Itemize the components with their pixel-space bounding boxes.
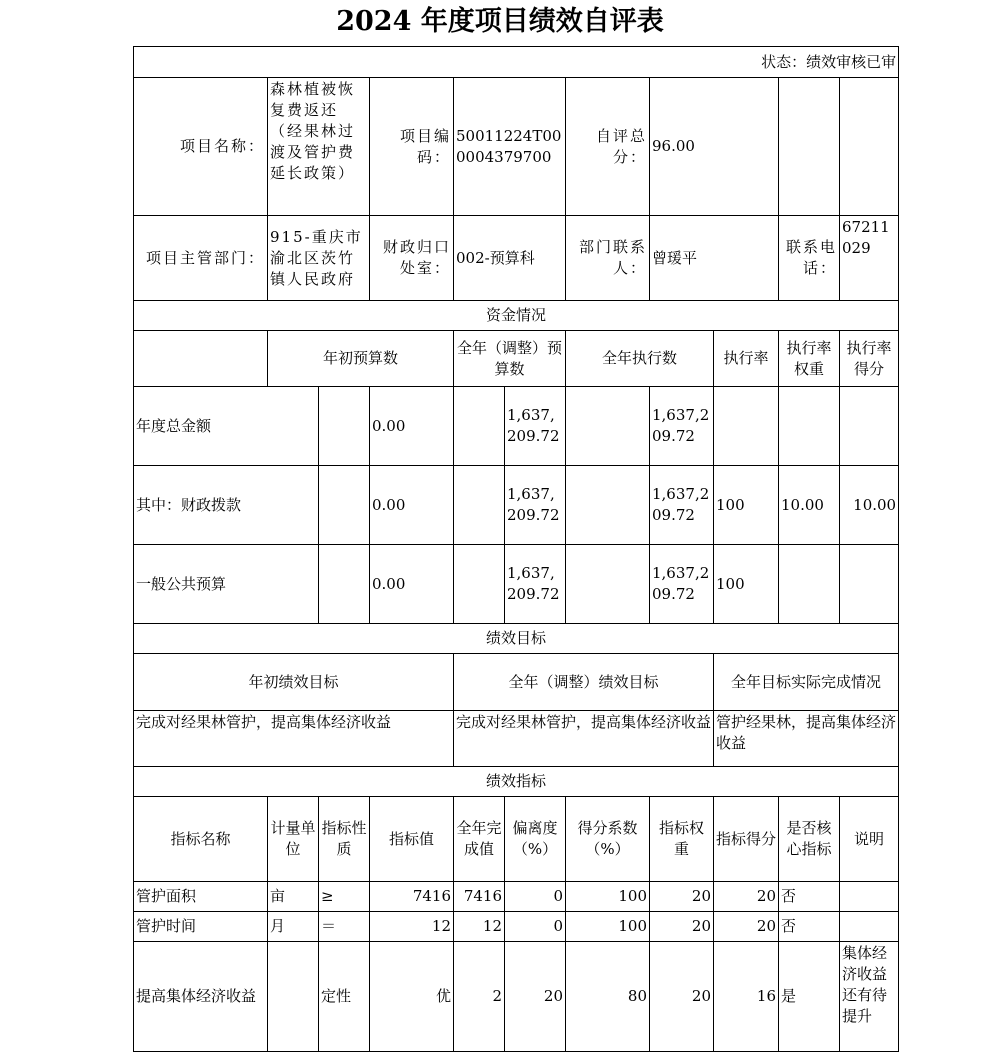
funds-row [134, 466, 899, 545]
indicator-score: 20 [714, 882, 779, 912]
department-row [134, 216, 899, 301]
funds-row-adjusted: 1,637,209.72 [505, 466, 566, 545]
funds-row-initial: 0.00 [370, 545, 454, 624]
funds-row [134, 545, 899, 624]
empty-cell [319, 466, 370, 545]
indicator-unit: 月 [268, 912, 319, 942]
empty-cell [779, 78, 840, 216]
indicator-weight: 20 [650, 882, 714, 912]
finance-office-value: 002-预算科 [454, 216, 566, 301]
project-name-row [134, 78, 899, 216]
funds-header-adjusted: 全年（调整）预算数 [454, 331, 566, 387]
goals-header-actual: 全年目标实际完成情况 [714, 654, 899, 711]
finance-office-label: 财政归口处室： [370, 216, 454, 301]
empty-cell [840, 78, 899, 216]
indicator-row [134, 942, 899, 1052]
goals-section-title: 绩效目标 [134, 624, 899, 654]
goals-header-row [134, 654, 899, 711]
indicator-header-note: 说明 [840, 797, 899, 882]
indicator-target: 7416 [370, 882, 454, 912]
empty-cell [566, 466, 650, 545]
goals-header-adjusted: 全年（调整）绩效目标 [454, 654, 714, 711]
indicator-header-name: 指标名称 [134, 797, 268, 882]
page-title: 2024 年度项目绩效自评表 [336, 6, 664, 37]
funds-row-label: 其中：财政拨款 [134, 466, 319, 545]
indicator-core: 否 [779, 882, 840, 912]
funds-row-rate [714, 387, 779, 466]
funds-row-label: 一般公共预算 [134, 545, 319, 624]
funds-header-row [134, 331, 899, 387]
funds-row-score [840, 387, 899, 466]
indicator-core: 是 [779, 942, 840, 1052]
goals-header-initial: 年初绩效目标 [134, 654, 454, 711]
funds-row-weight [779, 545, 840, 624]
funds-row-weight: 10.00 [779, 466, 840, 545]
indicator-coef: 100 [566, 912, 650, 942]
indicator-actual: 12 [454, 912, 505, 942]
phone-label: 联系电话： [779, 216, 840, 301]
indicator-target: 优 [370, 942, 454, 1052]
empty-cell [134, 331, 268, 387]
indicator-score: 16 [714, 942, 779, 1052]
indicators-section-title: 绩效指标 [134, 767, 899, 797]
indicators-header-row [134, 797, 899, 882]
funds-row-adjusted: 1,637,209.72 [505, 545, 566, 624]
indicator-row [134, 912, 899, 942]
indicator-note [840, 912, 899, 942]
indicator-header-actual: 全年完成值 [454, 797, 505, 882]
funds-header-initial: 年初预算数 [268, 331, 454, 387]
empty-cell [566, 387, 650, 466]
funds-row-weight [779, 387, 840, 466]
self-score-label: 自评总分： [566, 78, 650, 216]
empty-cell [454, 387, 505, 466]
empty-cell [566, 545, 650, 624]
indicator-core: 否 [779, 912, 840, 942]
funds-row-initial: 0.00 [370, 466, 454, 545]
department-label: 项目主管部门： [134, 216, 268, 301]
indicator-row [134, 882, 899, 912]
project-code-label: 项目编码： [370, 78, 454, 216]
indicator-unit [268, 942, 319, 1052]
indicator-name: 提高集体经济收益 [134, 942, 268, 1052]
self-score-value: 96.00 [650, 78, 779, 216]
funds-row-adjusted: 1,637,209.72 [505, 387, 566, 466]
goals-value-row [134, 711, 899, 767]
indicator-header-score: 指标得分 [714, 797, 779, 882]
goals-section-row [134, 624, 899, 654]
indicator-header-unit: 计量单位 [268, 797, 319, 882]
indicators-section-row [134, 767, 899, 797]
contact-person-label: 部门联系人： [566, 216, 650, 301]
indicator-nature: 定性 [319, 942, 370, 1052]
indicator-coef: 100 [566, 882, 650, 912]
funds-section-row [134, 301, 899, 331]
empty-cell [454, 545, 505, 624]
indicator-header-nature: 指标性质 [319, 797, 370, 882]
empty-cell [319, 387, 370, 466]
indicator-actual: 2 [454, 942, 505, 1052]
indicator-actual: 7416 [454, 882, 505, 912]
indicator-weight: 20 [650, 942, 714, 1052]
indicator-nature: ≥ [319, 882, 370, 912]
project-name-value: 森林植被恢复费返还（经果林过渡及管护费延长政策） [268, 78, 370, 216]
indicator-header-coef: 得分系数（%） [566, 797, 650, 882]
indicator-name: 管护时间 [134, 912, 268, 942]
indicator-weight: 20 [650, 912, 714, 942]
contact-person-value: 曾瑗平 [650, 216, 779, 301]
goals-value-actual: 管护经果林，提高集体经济收益 [714, 711, 899, 767]
funds-row-rate: 100 [714, 545, 779, 624]
indicator-note: 集体经济收益还有待提升 [840, 942, 899, 1052]
indicator-coef: 80 [566, 942, 650, 1052]
goals-value-initial: 完成对经果林管护，提高集体经济收益 [134, 711, 454, 767]
indicator-name: 管护面积 [134, 882, 268, 912]
empty-cell [319, 545, 370, 624]
funds-row-executed: 1,637,209.72 [650, 545, 714, 624]
evaluation-table [133, 46, 899, 1052]
status-row [134, 47, 899, 78]
indicator-header-target: 指标值 [370, 797, 454, 882]
funds-row [134, 387, 899, 466]
funds-header-score: 执行率得分 [840, 331, 899, 387]
indicator-deviation: 0 [505, 882, 566, 912]
indicator-nature: ＝ [319, 912, 370, 942]
department-value: 915-重庆市渝北区茨竹镇人民政府 [268, 216, 370, 301]
funds-row-executed: 1,637,209.72 [650, 387, 714, 466]
funds-row-initial: 0.00 [370, 387, 454, 466]
goals-value-adjusted: 完成对经果林管护，提高集体经济收益 [454, 711, 714, 767]
indicator-deviation: 20 [505, 942, 566, 1052]
funds-row-executed: 1,637,209.72 [650, 466, 714, 545]
indicator-deviation: 0 [505, 912, 566, 942]
indicator-header-deviation: 偏离度（%） [505, 797, 566, 882]
funds-row-score [840, 545, 899, 624]
empty-cell [454, 466, 505, 545]
funds-section-title: 资金情况 [134, 301, 899, 331]
funds-row-label: 年度总金额 [134, 387, 319, 466]
indicator-target: 12 [370, 912, 454, 942]
indicator-note [840, 882, 899, 912]
indicator-header-weight: 指标权重 [650, 797, 714, 882]
phone-value: 67211029 [840, 216, 899, 301]
project-code-value: 50011224T000004379700 [454, 78, 566, 216]
funds-row-score: 10.00 [840, 466, 899, 545]
funds-row-rate: 100 [714, 466, 779, 545]
funds-header-executed: 全年执行数 [566, 331, 714, 387]
status-text: 状态：绩效审核已审 [134, 47, 899, 78]
funds-header-rate: 执行率 [714, 331, 779, 387]
indicator-header-core: 是否核心指标 [779, 797, 840, 882]
project-name-label: 项目名称： [134, 78, 268, 216]
indicator-score: 20 [714, 912, 779, 942]
funds-header-weight: 执行率权重 [779, 331, 840, 387]
indicator-unit: 亩 [268, 882, 319, 912]
